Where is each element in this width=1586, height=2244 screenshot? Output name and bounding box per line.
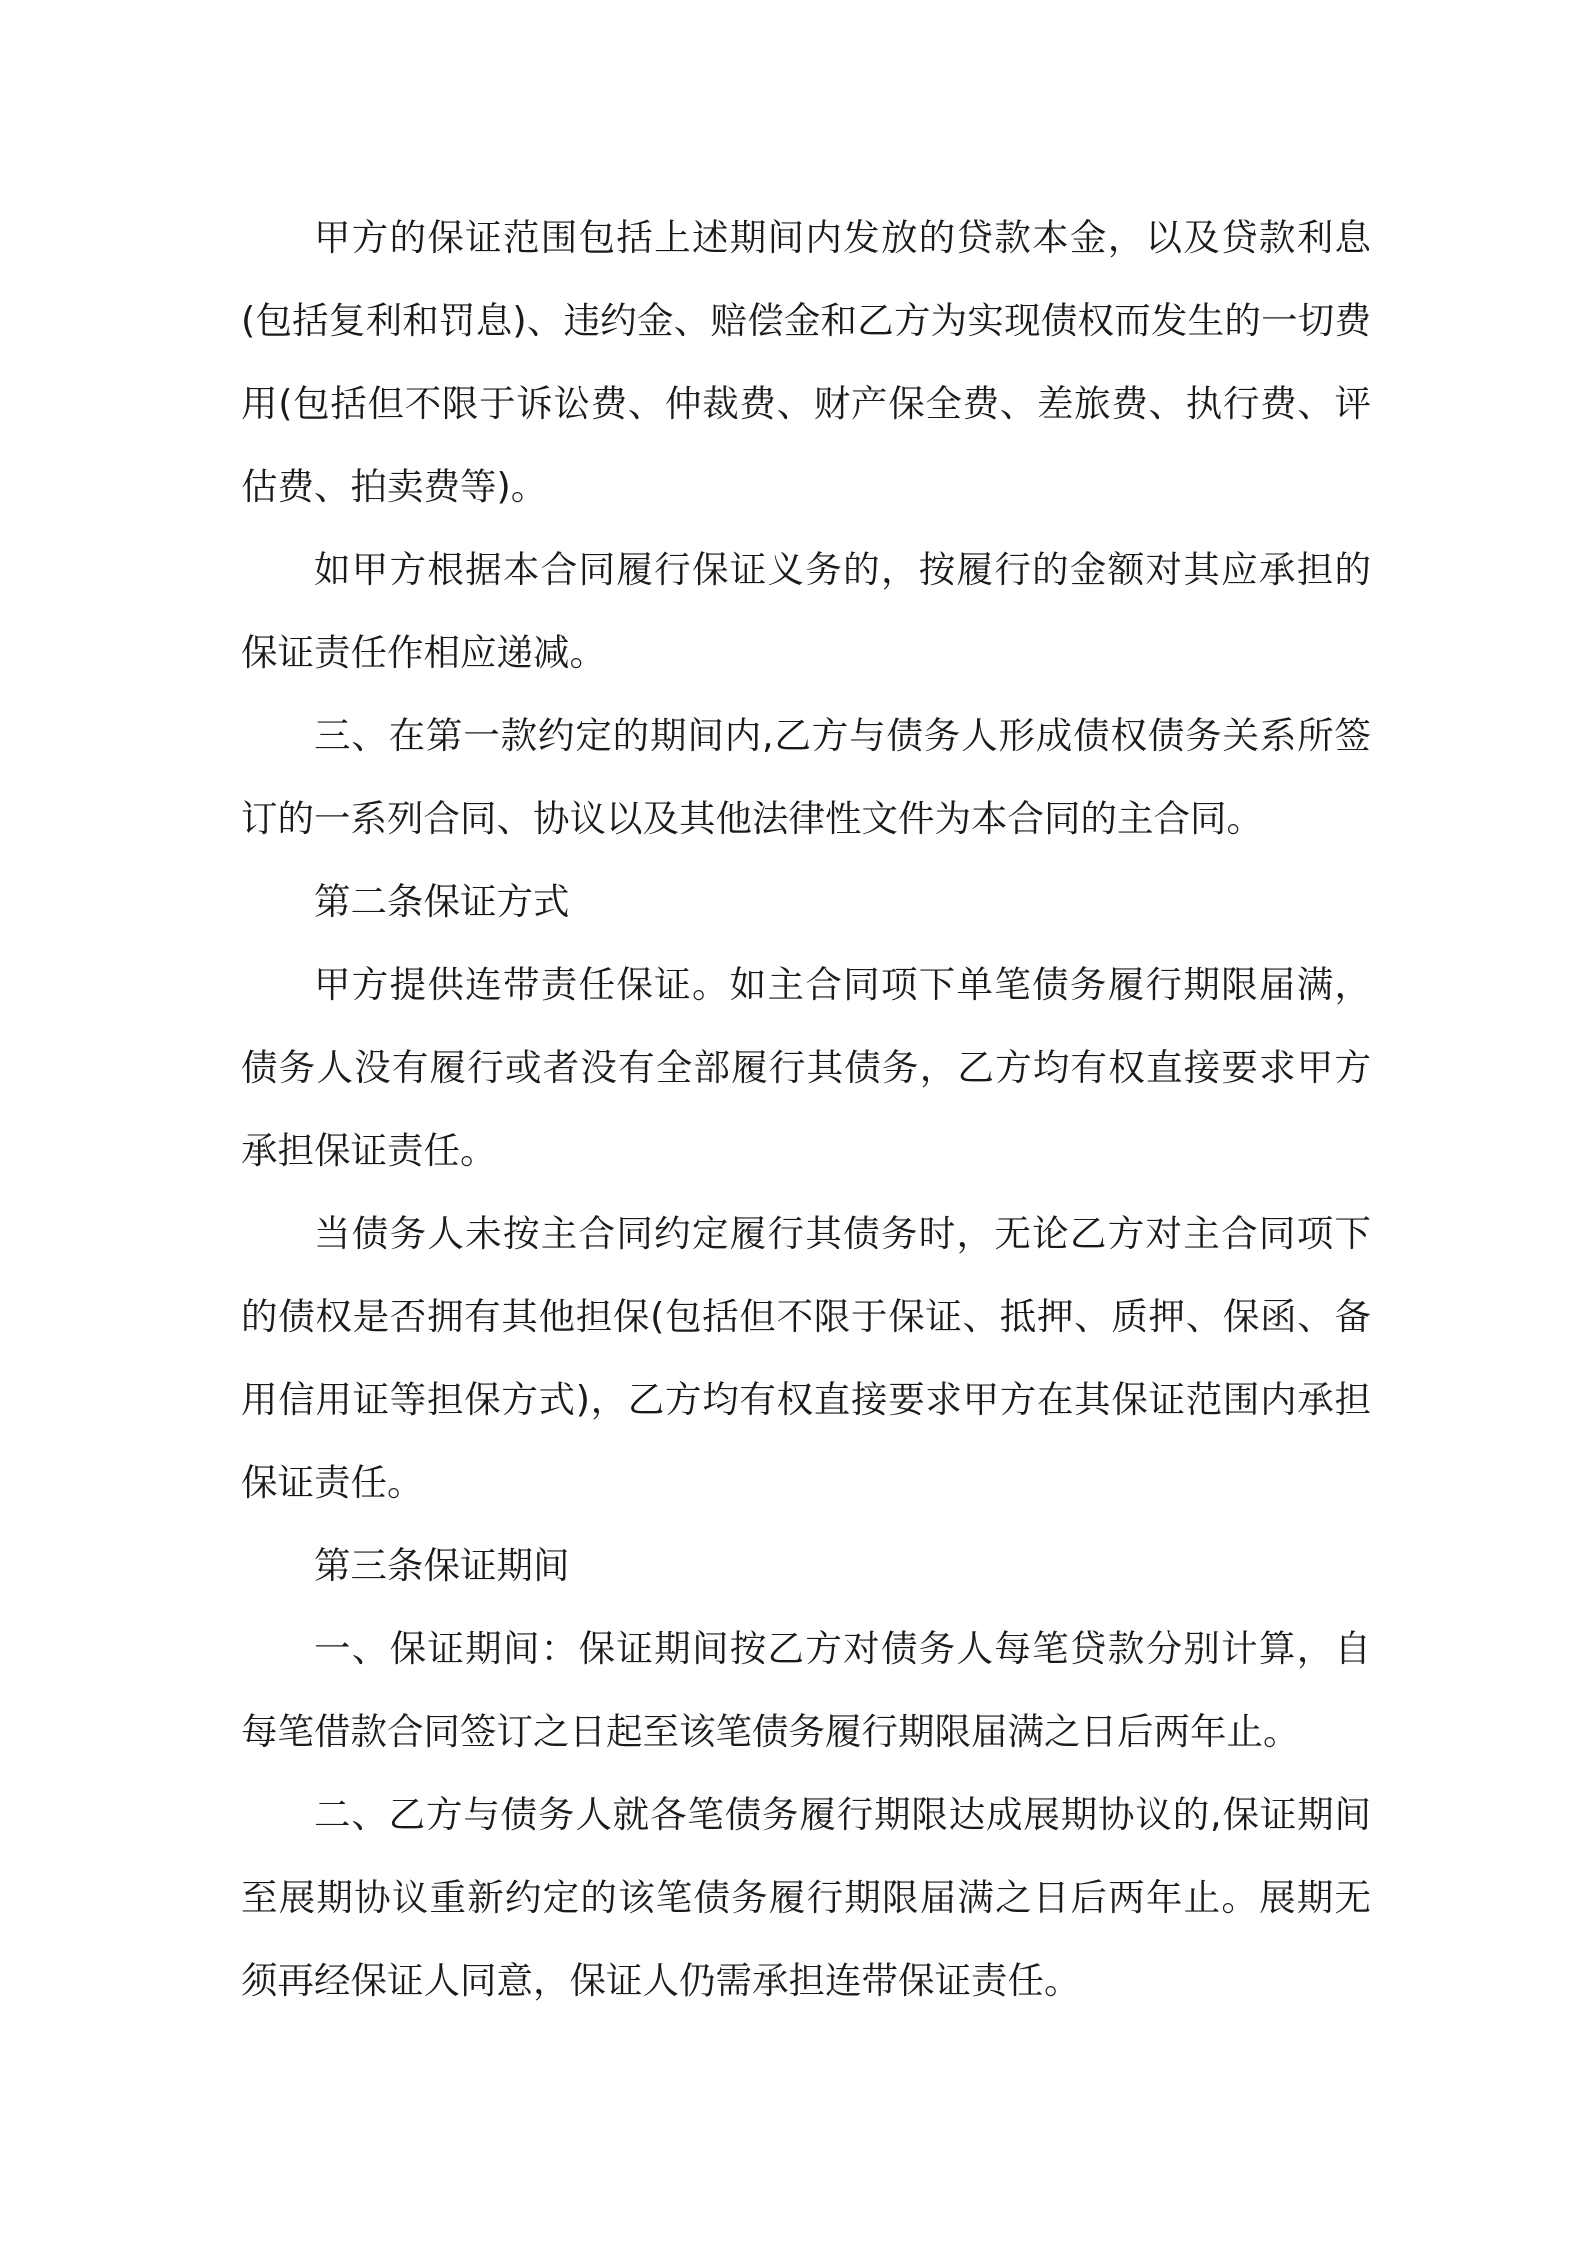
paragraph-extension-agreement: 二、乙方与债务人就各笔债务履行期限达成展期协议的,保证期间至展期协议重新约定的该笔债务履行期限届满之日后两年止。展期无须再经保证人同意，保证人仍需承担连带保证责任。 (241, 1793, 1371, 2002)
heading-article-2: 第二条保证方式 (314, 880, 570, 923)
paragraph-liability-reduction: 如甲方根据本合同履行保证义务的，按履行的金额对其应承担的保证责任作相应递减。 (241, 548, 1371, 674)
paragraph-joint-liability: 甲方提供连带责任保证。如主合同项下单笔债务履行期限届满，债务人没有履行或者没有全部履行其债务，乙方均有权直接要求甲方承担保证责任。 (241, 963, 1371, 1172)
paragraph-other-guarantees: 当债务人未按主合同约定履行其债务时，无论乙方对主合同项下的债权是否拥有其他担保(包括但不限于保证、抵押、质押、保函、备用信用证等担保方式)，乙方均有权直接要求甲方在其保证范围内承担保证责任。 (241, 1212, 1371, 1504)
paragraph-guarantee-period: 一、保证期间：保证期间按乙方对债务人每笔贷款分别计算，自每笔借款合同签订之日起至该笔债务履行期限届满之日后两年止。 (241, 1627, 1371, 1753)
paragraph-main-contract: 三、在第一款约定的期间内,乙方与债务人形成债权债务关系所签订的一系列合同、协议以及其他法律性文件为本合同的主合同。 (241, 714, 1371, 840)
document-body (241, 196, 1371, 2022)
heading-article-3: 第三条保证期间 (314, 1544, 570, 1587)
paragraph-guarantee-scope: 甲方的保证范围包括上述期间内发放的贷款本金，以及贷款利息(包括复利和罚息)、违约金、赔偿金和乙方为实现债权而发生的一切费用(包括但不限于诉讼费、仲裁费、财产保全费、差旅费、执行费、评估费、拍卖费等)。 (241, 216, 1371, 508)
